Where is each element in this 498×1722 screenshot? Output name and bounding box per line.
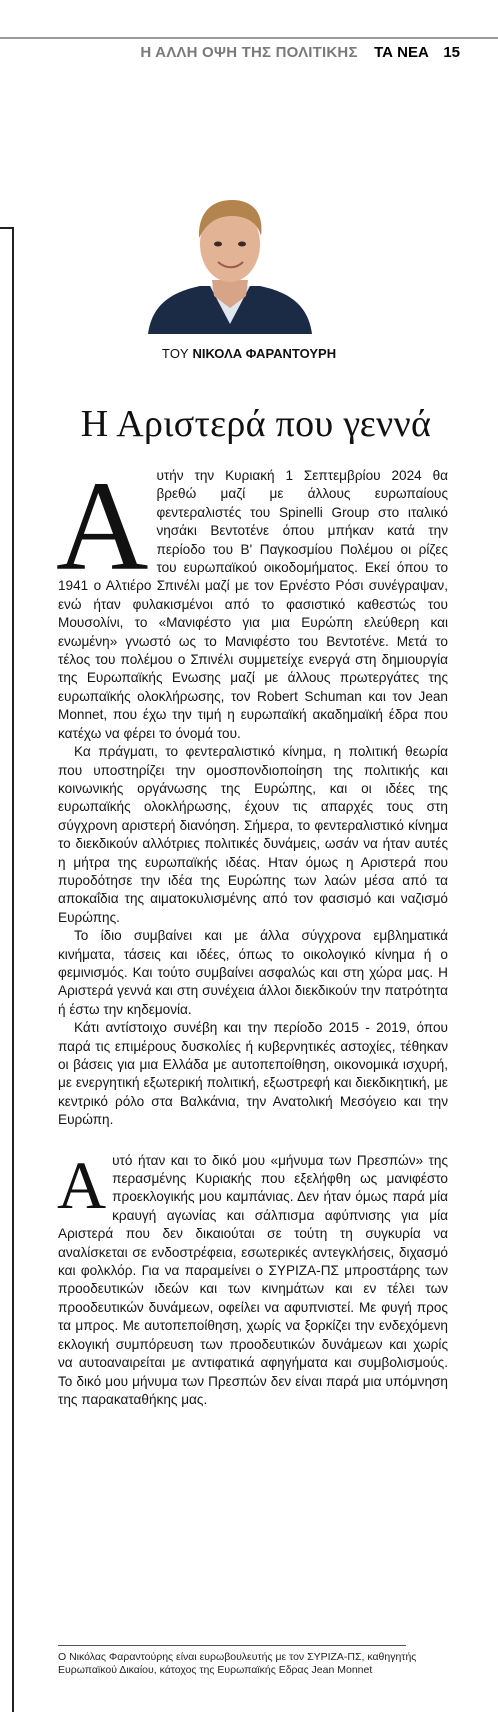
author-portrait xyxy=(142,196,318,334)
column-rule xyxy=(12,227,14,1712)
article-section-2 xyxy=(57,1146,448,1410)
author-note: Ο Νικόλας Φαραντούρης είναι ευρωβουλευτής με τον ΣΥΡΙΖΑ-ΠΣ, καθηγητής Ευρωπαϊκού Δικαίου, κάτοχος της Ευρωπαϊκής Εδρας Jean Monnet xyxy=(58,1651,417,1677)
article-paragraph: υτό ήταν και το δικό μου «μήνυμα των Πρεσπών» της περασμένης Κυριακής που εξελήφθη ως μανιφέστο προεκλογικής μου καμπάνιας. Δεν ήταν όμως παρά μία κραυγή αγωνίας και σάλπισμα αφύπνισης για μία Αριστερά που δεν δικαιούται σε τούτη τη συγκυρία να αναλίσκεται σε ενδοστρέφεια, εσωτερικές αντεγκλήσεις, διχασμό και φολκλόρ. Για να παραμείνει ο ΣΥΡΙΖΑ-ΠΣ μπροστάρης των προοδευτικών ιδεών και των κινημάτων και εν τέλει των προοδευτικών δυνάμεων, οφείλει να αφυπνιστεί. Με φυγή προς τα μπρος. Με αυτοπεποίθηση, χωρίς να ξορκίζει την ενδεχόμενη εκλογική συμπόρευση των προοδευτικών δυνάμεων και χωρίς να αυτοαναιρείται με αντιφατικά αφηγήματα και συμβολισμούς. Το δικό μου μήνυμα των Πρεσπών δεν είναι παρά μια υπόμνηση της παρακαταθήκης μας. xyxy=(58,1152,448,1407)
byline xyxy=(0,346,498,361)
article-paragraph: Το ίδιο συμβαίνει και με άλλα σύγχρονα εμβληματικά κινήματα, τάσεις και ιδέες, όπως το οικολογικό κίνημα ή ο φεμινισμός. Και τούτο συμβαίνει ασφαλώς και στη χώρα μας. Η Αριστερά γεννά και στη συνέχεια άλλοι διεκδικούν την πατρότητα ή έστω την κηδεμονία. xyxy=(58,928,448,1017)
section-title: Η ΑΛΛΗ ΟΨΗ ΤΗΣ ΠΟΛΙΤΙΚΗΣ xyxy=(140,44,358,61)
article-paragraph: Κάτι αντίστοιχο συνέβη και την περίοδο 2015 - 2019, όπου παρά τις επιμέρους δυσκολίες ή κυβερνητικές αστοχίες, τέθηκαν οι βάσεις για μια Ελλάδα με αυτοπεποίθηση, οικονομικά ισχυρή, με ενεργητική εξωτερική πολιτική, εξωστρεφή και διεκδικητική, με κεντρικό ρόλο στα Βαλκάνια, την Ανατολική Μεσόγειο και την Ευρώπη. xyxy=(58,1020,448,1128)
article-body xyxy=(56,455,448,1409)
article-paragraph: Κα πράγματι, το φεντεραλιστικό κίνημα, η πολιτική θεωρία που υποστηρίζει την ομοσπονδιοποίηση της πολιτικής και κοινωνικής οργάνωσης της Ευρώπης, και οι ιδέες της ευρωπαϊκής ολοκλήρωσης, έχουν τις απαρχές τους στη σύγχρονη αριστερή διανόηση. Σήμερα, το φεντεραλιστικό κίνημα το διεκδικούν αλλότριες πολιτικές δυνάμεις, ωσάν να ήταν αυτές η μήτρα της ευρωπαϊκής ιδέας. Ηταν όμως η Αριστερά που πυροδότησε την ιδέα της Ευρώπης των λαών μέσα από τα αποκαΐδια της αιματοκυλισμένης από τον φασισμό και ναζισμό Ευρώπης. xyxy=(58,744,448,925)
drop-cap: Α xyxy=(56,455,149,597)
newspaper-name: ΤΑ ΝΕΑ xyxy=(374,44,429,61)
author-name: ΝΙΚΟΛΑ ΦΑΡΑΝΤΟΥΡΗ xyxy=(192,346,337,361)
drop-cap: Α xyxy=(57,1146,107,1223)
header-rule xyxy=(0,37,498,39)
footnote-rule xyxy=(58,1645,406,1646)
article-title: Η Αριστερά που γεννά xyxy=(80,403,432,445)
byline-prefix: ΤΟΥ xyxy=(161,346,193,361)
article-paragraph: υτήν την Κυριακή 1 Σεπτεμβρίου 2024 θα βρεθώ μαζί με άλλους ευρωπαίους φεντεραλιστές του Spinelli Group στο ιταλικό νησάκι Βεντοτένε όπου μπήκαν κατά την περίοδο του Β' Παγκοσμίου Πολέμου οι ρίζες του ευρωπαϊκού οικοδομήματος. Εκεί όπου το 1941 ο Αλτιέρο Σπινέλι μαζί με τον Ερνέστο Ρόσι συνέγραψαν, ενώ ήταν φυλακισμένοι από το φασιστικό καθεστώς του Μουσολίνι, το «Μανιφέστο για μια Ευρώπη ελεύθερη και ενωμένη» γνωστό ως το Μανιφέστο του Βεντοτένε. Μετά το τέλος του πολέμου ο Σπινέλι συμμετείχε ενεργά στη δημιουργία της Ευρωπαϊκής Ενωσης μαζί με άλλους πρωτεργάτες της ευρωπαϊκής ολοκλήρωσης, τον Robert Schuman και τον Jean Monnet, που έχω την τιμή η ευρωπαϊκή ακαδημαϊκή έδρα που κατέχω να φέρει το όνομά του. xyxy=(58,468,448,741)
page-header xyxy=(140,44,460,62)
page-number: 15 xyxy=(443,44,460,61)
